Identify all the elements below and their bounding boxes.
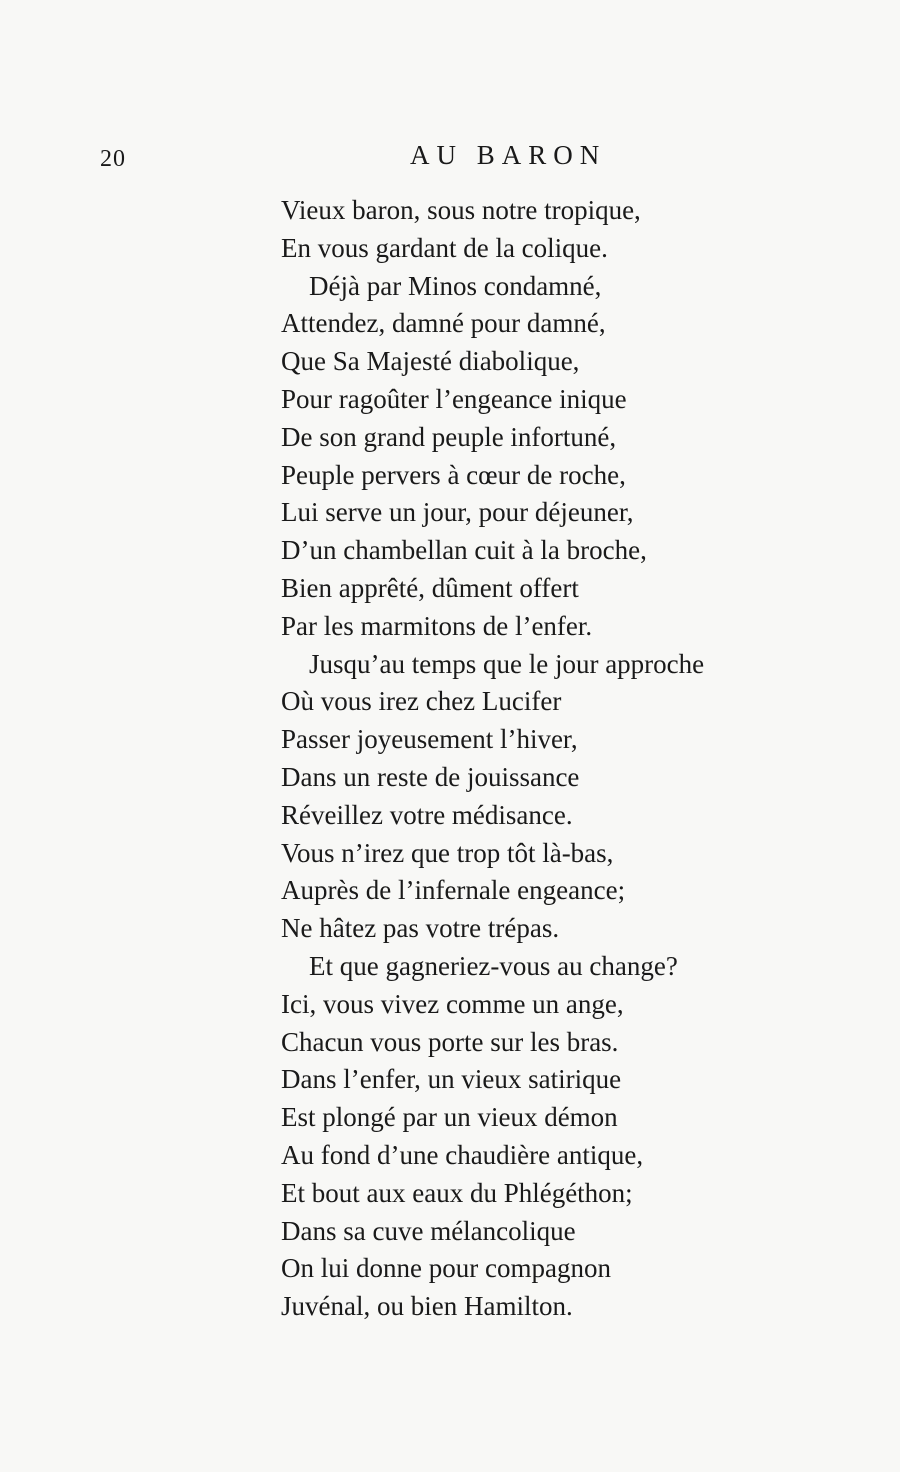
poem-line: Que Sa Majesté diabolique,: [281, 346, 580, 377]
poem-line: Jusqu’au temps que le jour approche: [309, 648, 705, 679]
poem-line: Passer joyeusement l’hiver,: [281, 724, 578, 755]
poem-line: Dans sa cuve mélancolique: [281, 1215, 576, 1246]
poem-line: Auprès de l’infernale engeance;: [281, 875, 626, 906]
poem-line: Attendez, damné pour damné,: [281, 308, 606, 339]
poem-line: Réveillez votre médisance.: [281, 799, 573, 830]
poem-line: Juvénal, ou bien Hamilton.: [281, 1291, 573, 1322]
poem-line: Par les marmitons de l’enfer.: [281, 610, 593, 641]
poem-line: Et bout aux eaux du Phlégéthon;: [281, 1177, 633, 1208]
poem-line: Dans l’enfer, un vieux satirique: [281, 1064, 622, 1095]
poem-line: D’un chambellan cuit à la broche,: [281, 535, 647, 566]
poem-line: En vous gardant de la colique.: [281, 232, 608, 263]
poem-line: Ici, vous vivez comme un ange,: [281, 988, 624, 1019]
poem-line: Chacun vous porte sur les bras.: [281, 1026, 619, 1057]
poem-body: [281, 192, 704, 1326]
poem-line: Déjà par Minos condamné,: [309, 270, 602, 301]
poem-line: Vieux baron, sous notre tropique,: [281, 195, 641, 225]
poem-line: Pour ragoûter l’engeance inique: [281, 383, 627, 414]
poem-line: Bien apprêté, dûment offert: [281, 572, 579, 603]
poem-line: Vous n’irez que trop tôt là-bas,: [281, 837, 614, 868]
running-title: AU BARON: [410, 140, 607, 170]
poem-line: De son grand peuple infortuné,: [281, 421, 617, 452]
poem-line: On lui donne pour compagnon: [281, 1253, 611, 1284]
page-number: 20: [100, 146, 126, 172]
poem-line: Au fond d’une chaudière antique,: [281, 1139, 644, 1170]
poem-line: Ne hâtez pas votre trépas.: [281, 913, 560, 944]
poem-line: Et que gagneriez-vous au change?: [309, 950, 678, 981]
poem-line: Dans un reste de jouissance: [281, 761, 580, 792]
poem-line: Est plongé par un vieux démon: [281, 1102, 618, 1133]
poem-line: Où vous irez chez Lucifer: [281, 686, 562, 717]
poem-line: Lui serve un jour, pour déjeuner,: [281, 497, 634, 528]
poem-line: Peuple pervers à cœur de roche,: [281, 459, 626, 490]
